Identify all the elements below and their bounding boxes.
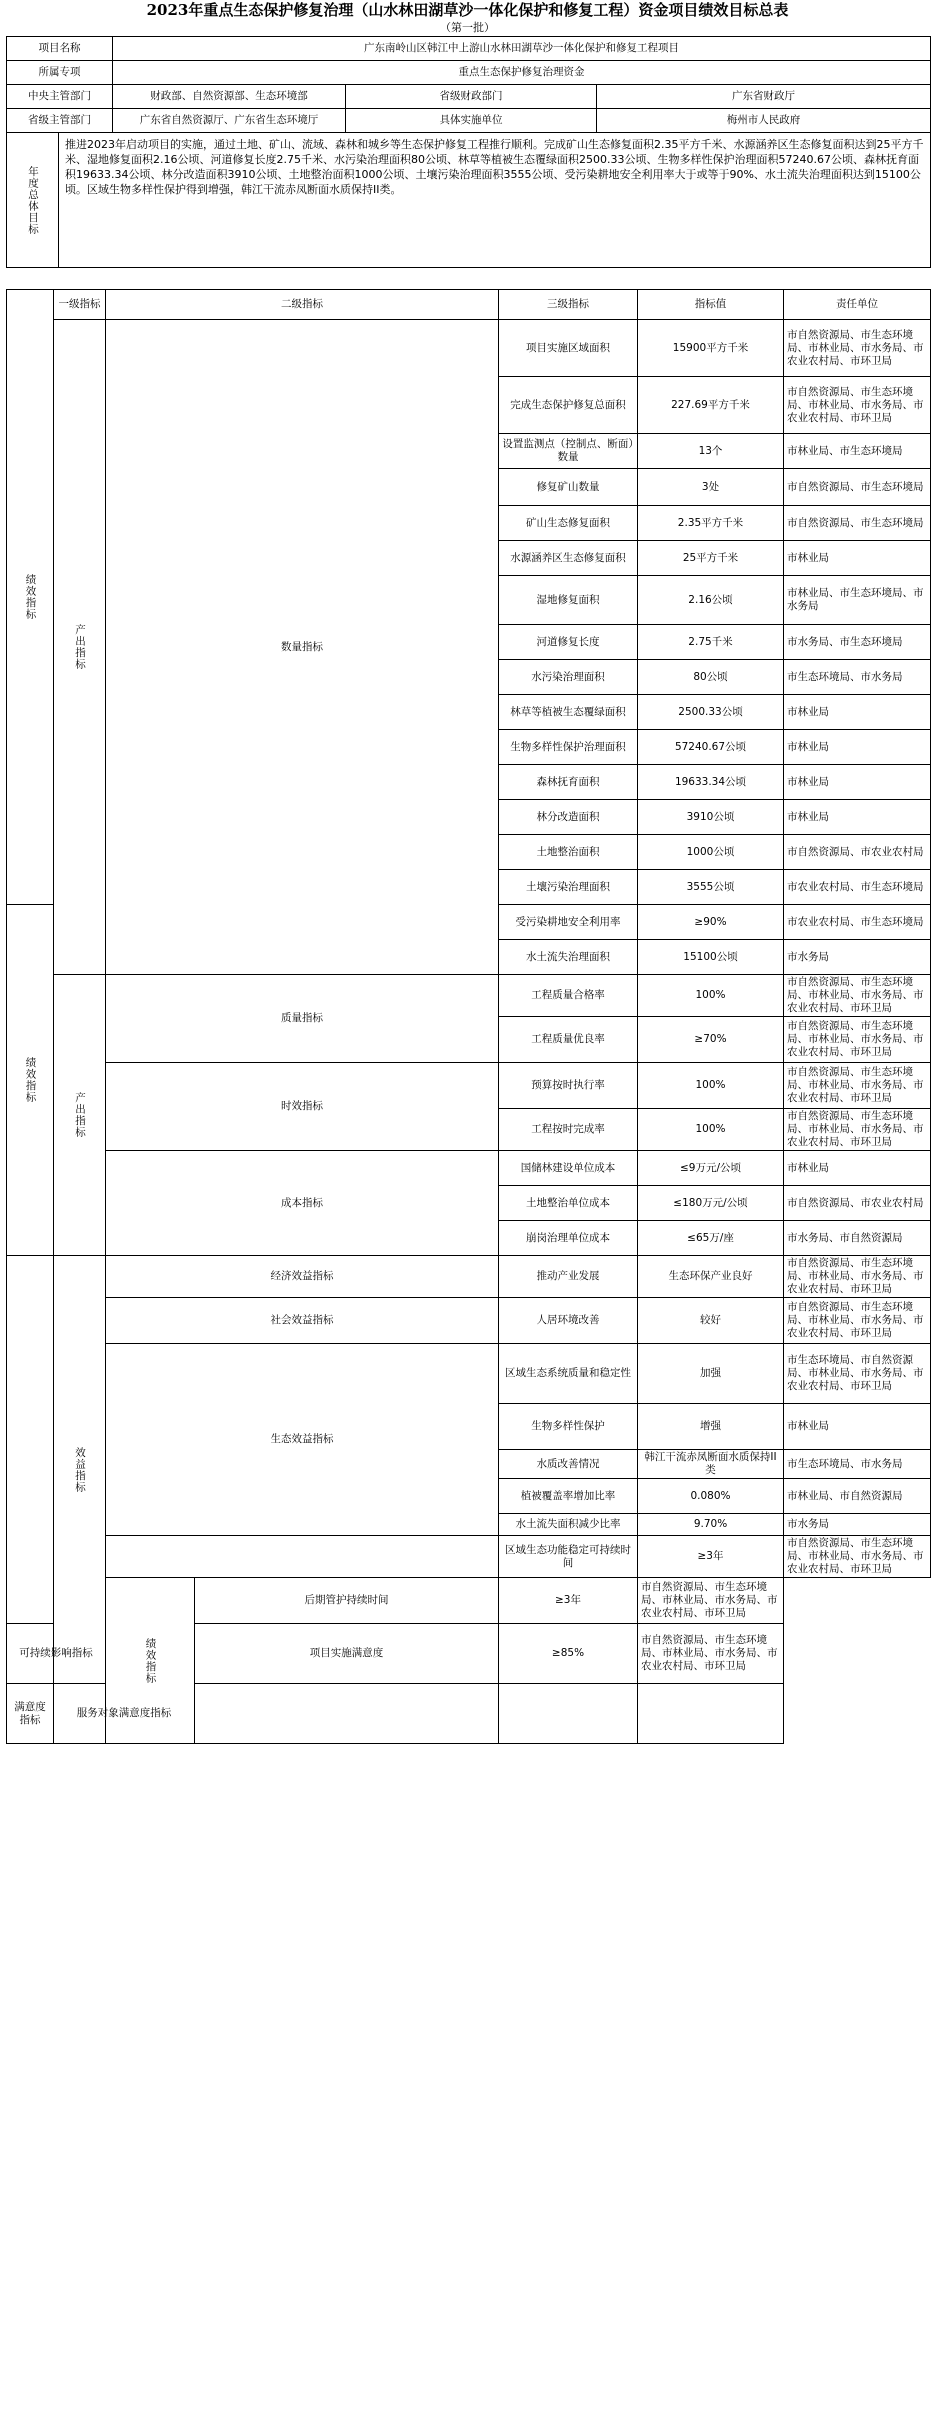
responsible-unit: 市林业局 [784,1151,931,1186]
annual-goal-row [7,133,931,268]
responsible-unit: 市生态环境局、市水务局 [784,660,931,695]
indicator-name [195,1684,499,1744]
indicator-name: 水土流失面积减少比率 [499,1514,638,1536]
indicator-name: 水污染治理面积 [499,660,638,695]
responsible-unit: 市自然资源局、市生态环境局、市林业局、市水务局、市农业农村局、市环卫局 [784,1109,931,1151]
responsible-unit: 市水务局 [784,1514,931,1536]
responsible-unit: 市自然资源局、市生态环境局、市林业局、市水务局、市农业农村局、市环卫局 [784,1017,931,1063]
indicator-name: 土壤污染治理面积 [499,870,638,905]
indicator-name: 区域生态系统质量和稳定性 [499,1344,638,1404]
indicator-value: 100% [638,975,784,1017]
header-level2: 二级指标 [106,290,499,320]
table-row [7,975,931,1017]
responsible-unit: 市林业局 [784,730,931,765]
level1-output-label: 产出指标 [54,320,106,975]
responsible-unit: 市林业局 [784,765,931,800]
central-dept-value: 财政部、自然资源部、生态环境部 [113,85,346,109]
indicator-name: 工程质量优良率 [499,1017,638,1063]
level0-perf-label: 绩效指标 [7,290,54,905]
indicator-name: 完成生态保护修复总面积 [499,377,638,434]
responsible-unit: 市农业农村局、市生态环境局 [784,870,931,905]
level0-perf-label-3: 绩效指标 [106,1578,195,1744]
responsible-unit: 市自然资源局、市生态环境局 [784,506,931,541]
responsible-unit: 市自然资源局、市农业农村局 [784,835,931,870]
level2-econ-label: 经济效益指标 [106,1256,499,1298]
level1-satisfaction-label: 满意度指标 [7,1684,54,1744]
central-dept-label: 中央主管部门 [7,85,113,109]
project-name-label: 项目名称 [7,37,113,61]
indicator-name: 生物多样性保护 [499,1404,638,1450]
indicator-value: 2.35平方千米 [638,506,784,541]
level2-sustain-label: 可持续影响指标 [7,1624,106,1684]
responsible-unit: 市自然资源局、市生态环境局、市林业局、市水务局、市农业农村局、市环卫局 [784,1298,931,1344]
indicator-name: 项目实施区域面积 [499,320,638,377]
indicator-name: 河道修复长度 [499,625,638,660]
level2-service-label: 服务对象满意度指标 [54,1684,195,1744]
indicator-value: 15100公顷 [638,940,784,975]
fund-value: 重点生态保护修复治理资金 [113,61,931,85]
responsible-unit: 市林业局、市自然资源局 [784,1479,931,1514]
responsible-unit: 市自然资源局、市生态环境局、市林业局、市水务局、市农业农村局、市环卫局 [638,1578,784,1624]
indicator-name: 工程按时完成率 [499,1109,638,1151]
indicator-value: 13个 [638,434,784,469]
indicator-name: 土地整治面积 [499,835,638,870]
responsible-unit: 市自然资源局、市生态环境局、市林业局、市水务局、市农业农村局、市环卫局 [784,320,931,377]
level2-timeliness-label: 时效指标 [106,1063,499,1151]
indicator-name: 设置监测点（控制点、断面）数量 [499,434,638,469]
header-row [7,290,931,320]
responsible-unit: 市林业局 [784,695,931,730]
prov-finance-label: 省级财政部门 [346,85,597,109]
responsible-unit: 市水务局 [784,940,931,975]
indicator-value [499,1684,638,1744]
indicator-value: 227.69平方千米 [638,377,784,434]
indicator-value: ≤9万元/公顷 [638,1151,784,1186]
header-unit: 责任单位 [784,290,931,320]
indicator-value: ≤65万/座 [638,1221,784,1256]
project-name-value: 广东南岭山区韩江中上游山水林田湖草沙一体化保护和修复工程项目 [113,37,931,61]
indicator-name: 湿地修复面积 [499,576,638,625]
table-row [7,1344,931,1404]
responsible-unit: 市自然资源局、市生态环境局、市林业局、市水务局、市农业农村局、市环卫局 [784,1536,931,1578]
level2-quantity-label: 数量指标 [106,320,499,975]
header-level1: 一级指标 [54,290,106,320]
responsible-unit: 市林业局、市生态环境局 [784,434,931,469]
responsible-unit: 市自然资源局、市生态环境局、市林业局、市水务局、市农业农村局、市环卫局 [638,1624,784,1684]
table-row [7,1151,931,1186]
indicator-name: 生物多样性保护治理面积 [499,730,638,765]
prov-dept-value: 广东省自然资源厅、广东省生态环境厅 [113,109,346,133]
indicator-value: ≥90% [638,905,784,940]
indicator-value: 增强 [638,1404,784,1450]
responsible-unit: 市林业局、市生态环境局、市水务局 [784,576,931,625]
responsible-unit: 市生态环境局、市自然资源局、市林业局、市水务局、市农业农村局、市环卫局 [784,1344,931,1404]
indicator-name: 林草等植被生态覆绿面积 [499,695,638,730]
indicator-value: 较好 [638,1298,784,1344]
indicator-name: 植被覆盖率增加比率 [499,1479,638,1514]
level1-benefit-label: 效益指标 [54,1256,106,1684]
project-name-row [7,37,931,61]
indicator-value: ≥3年 [499,1578,638,1624]
indicator-name: 水土流失治理面积 [499,940,638,975]
indicator-value: 加强 [638,1344,784,1404]
responsible-unit [638,1684,784,1744]
level2-cost-label: 成本指标 [106,1151,499,1256]
indicator-name: 工程质量合格率 [499,975,638,1017]
page-title: 2023年重点生态保护修复治理（山水林田湖草沙一体化保护和修复工程）资金项目绩效目标总表 [146,1,789,19]
fund-label: 所属专项 [7,61,113,85]
responsible-unit: 市自然资源局、市农业农村局 [784,1186,931,1221]
indicator-name: 项目实施满意度 [195,1624,499,1684]
indicator-value: 韩江干流赤凤断面水质保持II类 [638,1450,784,1479]
page-subtitle: （第一批） [440,21,495,34]
table-row [7,1578,931,1624]
indicator-value: 0.080% [638,1479,784,1514]
responsible-unit: 市水务局、市自然资源局 [784,1221,931,1256]
indicator-table [6,289,931,1744]
prov-finance-value: 广东省财政厅 [597,85,931,109]
indicator-name: 预算按时执行率 [499,1063,638,1109]
indicator-name: 后期管护持续时间 [195,1578,499,1624]
responsible-unit: 市自然资源局、市生态环境局、市林业局、市水务局、市农业农村局、市环卫局 [784,1063,931,1109]
responsible-unit: 市自然资源局、市生态环境局、市林业局、市水务局、市农业农村局、市环卫局 [784,1256,931,1298]
level1-output-label-2: 产出指标 [54,975,106,1256]
indicator-value: 57240.67公顷 [638,730,784,765]
indicator-name: 水源涵养区生态修复面积 [499,541,638,576]
indicator-value: 3910公顷 [638,800,784,835]
indicator-value: 9.70% [638,1514,784,1536]
indicator-name: 土地整治单位成本 [499,1186,638,1221]
info-table [6,36,931,268]
level2-sustain-spacer [106,1536,499,1578]
annual-goal-text: 推进2023年启动项目的实施，通过土地、矿山、流域、森林和城乡等生态保护修复工程推行顺利。完成矿山生态修复面积2.35平方千米、水源涵养区生态修复面积达到25平方千米、湿地修复面积2.16公顷、河道修复长度2.75千米、水污染治理面积80公顷、林草等植被生态覆绿面积2500.33公顷、生物多样性保护治理面积57240.67公顷、森林抚育面积19633.34公顷、林分改造面积3910公顷、土地整治面积1000公顷、土壤污染治理面积3555公顷、受污染耕地安全利用率大于或等于90%、水土流失治理面积达到15100公顷。区域生物多样性保护得到增强，韩江干流赤凤断面水质保持II类。 [59,133,931,268]
indicator-value: 3555公顷 [638,870,784,905]
indicator-name: 区域生态功能稳定可持续时间 [499,1536,638,1578]
responsible-unit: 市自然资源局、市生态环境局 [784,469,931,506]
indicator-value: 80公顷 [638,660,784,695]
indicator-value: 3处 [638,469,784,506]
level2-eco-label: 生态效益指标 [106,1344,499,1536]
indicator-name: 崩岗治理单位成本 [499,1221,638,1256]
impl-unit-value: 梅州市人民政府 [597,109,931,133]
responsible-unit: 市自然资源局、市生态环境局、市林业局、市水务局、市农业农村局、市环卫局 [784,377,931,434]
indicator-name: 受污染耕地安全利用率 [499,905,638,940]
indicator-name: 水质改善情况 [499,1450,638,1479]
impl-unit-label: 具体实施单位 [346,109,597,133]
header-value: 指标值 [638,290,784,320]
indicator-value: 2.16公顷 [638,576,784,625]
table-row [7,1298,931,1344]
indicator-value: 25平方千米 [638,541,784,576]
responsible-unit: 市林业局 [784,800,931,835]
indicator-name: 矿山生态修复面积 [499,506,638,541]
indicator-value: ≥85% [499,1624,638,1684]
table-row [7,1684,931,1744]
indicator-value: ≤180万元/公顷 [638,1186,784,1221]
indicator-name: 林分改造面积 [499,800,638,835]
indicator-value: 2.75千米 [638,625,784,660]
indicator-name: 人居环境改善 [499,1298,638,1344]
table-row [7,1256,931,1298]
level2-quality-label: 质量指标 [106,975,499,1063]
indicator-value: 2500.33公顷 [638,695,784,730]
table-row [7,1536,931,1578]
indicator-name: 森林抚育面积 [499,765,638,800]
central-dept-row [7,85,931,109]
indicator-value: 15900平方千米 [638,320,784,377]
responsible-unit: 市农业农村局、市生态环境局 [784,905,931,940]
responsible-unit: 市林业局 [784,1404,931,1450]
indicator-name: 推动产业发展 [499,1256,638,1298]
indicator-value: 100% [638,1109,784,1151]
table-row [7,1063,931,1109]
annual-goal-label: 年度总体目标 [7,133,59,268]
prov-dept-label: 省级主管部门 [7,109,113,133]
responsible-unit: 市生态环境局、市水务局 [784,1450,931,1479]
indicator-value: 生态环保产业良好 [638,1256,784,1298]
responsible-unit: 市水务局、市生态环境局 [784,625,931,660]
table-row [7,320,931,377]
prov-dept-row [7,109,931,133]
fund-row [7,61,931,85]
level2-social-label: 社会效益指标 [106,1298,499,1344]
indicator-name: 修复矿山数量 [499,469,638,506]
responsible-unit: 市林业局 [784,541,931,576]
indicator-value: 100% [638,1063,784,1109]
header-level3: 三级指标 [499,290,638,320]
indicator-value: ≥70% [638,1017,784,1063]
indicator-name: 国储林建设单位成本 [499,1151,638,1186]
indicator-value: 1000公顷 [638,835,784,870]
indicator-value: ≥3年 [638,1536,784,1578]
indicator-value: 19633.34公顷 [638,765,784,800]
responsible-unit: 市自然资源局、市生态环境局、市林业局、市水务局、市农业农村局、市环卫局 [784,975,931,1017]
level0-spacer [7,1256,54,1624]
level0-perf-label-2: 绩效指标 [7,905,54,1256]
